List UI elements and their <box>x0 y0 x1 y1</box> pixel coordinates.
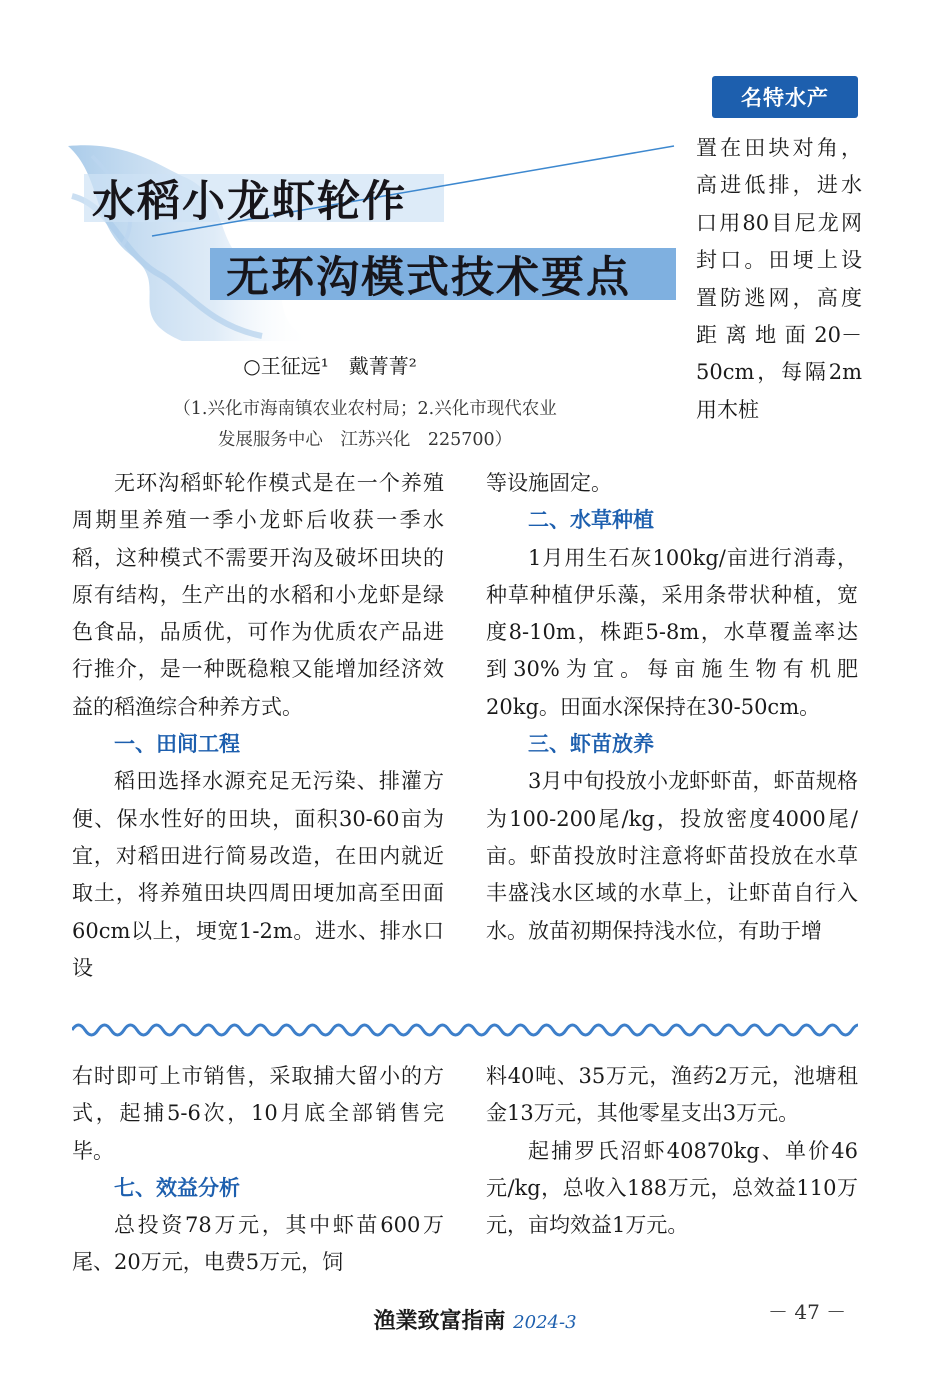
journal-name: 渔業致富指南 <box>373 1308 506 1334</box>
continued-text: 等设施固定。 <box>486 471 612 495</box>
affiliation-line2: 发展服务中心 江苏兴化 225700） <box>217 430 513 450</box>
paragraph-benefit-analysis: 总投资78万元，其中虾苗600万尾、20万元，电费5万元，饲 <box>72 1213 444 1275</box>
section-badge <box>712 76 858 118</box>
heading-shrimp-stocking: 三、虾苗放养 <box>528 732 654 757</box>
right-column-top: 置在田块对角，高进低排，进水口用80目尼龙网封口。田埂上设置防逃网，高度距离地面20－50cm，每隔2m用木桩 <box>696 136 862 422</box>
paragraph-shrimp-stocking: 3月中旬投放小龙虾虾苗，虾苗规格为100-200尾/kg，投放密度4000尾/亩。虾苗投放时注意将虾苗投放在水草丰盛浅水区域的水草上，让虾苗自行入水。放苗初期保持浅水位，有助于增 <box>486 769 858 943</box>
authors: ○王征远¹ 戴菁菁² <box>243 354 417 378</box>
middle-column <box>486 465 858 950</box>
bottom-right-column <box>486 1058 858 1244</box>
paragraph-aquatic-plants: 1月用生石灰100kg/亩进行消毒，种草种植伊乐藻，采用条带状种植，宽度8-10m，株距5-8m，水草覆盖率达到30%为宜。每亩施生物有机肥20kg。田面水深保持在30-50cm。 <box>486 545 858 719</box>
journal-issue: 2024-3 <box>513 1312 577 1333</box>
wave-divider <box>72 1018 858 1042</box>
heading-benefit-analysis: 七、效益分析 <box>114 1175 240 1200</box>
section-label: 名特水产 <box>741 86 829 110</box>
heading-field-engineering: 一、田间工程 <box>114 732 240 757</box>
article-title-line2: 无环沟模式技术要点 <box>226 253 631 303</box>
paragraph-harvest-results: 起捕罗氏沼虾40870kg、单价46元/kg，总收入188万元，总效益110万元，亩均效益1万元。 <box>486 1138 858 1238</box>
bottom-left-column <box>72 1058 444 1282</box>
left-column <box>72 465 444 987</box>
page-number: － 47 － <box>768 1300 847 1324</box>
affiliation-line1: （1.兴化市海南镇农业农村局；2.兴化市现代农业 <box>173 399 557 419</box>
intro-paragraph: 无环沟稻虾轮作模式是在一个养殖周期里养殖一季小龙虾后收获一季水稻，这种模式不需要开沟及破坏田块的原有结构，生产出的水稻和小龙虾是绿色食品，品质优，可作为优质农产品进行推介，是一种既稳粮又能增加经济效益的稻渔综合种养方式。 <box>72 471 444 719</box>
heading-aquatic-plants: 二、水草种植 <box>528 508 654 533</box>
continued-text-bottom-right: 料40吨、35万元，渔药2万元，池塘租金13万元，其他零星支出3万元。 <box>486 1064 858 1126</box>
affiliation <box>70 394 660 456</box>
paragraph-field-engineering: 稻田选择水源充足无污染、排灌方便、保水性好的田块，面积30-60亩为宜，对稻田进行简易改造，在田内就近取土，将养殖田块四周田埂加高至田面60cm以上，埂宽1-2m。进水、排水口设 <box>72 769 444 980</box>
article-title-line1: 水稻小龙虾轮作 <box>92 177 407 227</box>
continued-text-bottom-left: 右时即可上市销售，采取捕大留小的方式，起捕5-6次，10月底全部销售完毕。 <box>72 1064 444 1163</box>
